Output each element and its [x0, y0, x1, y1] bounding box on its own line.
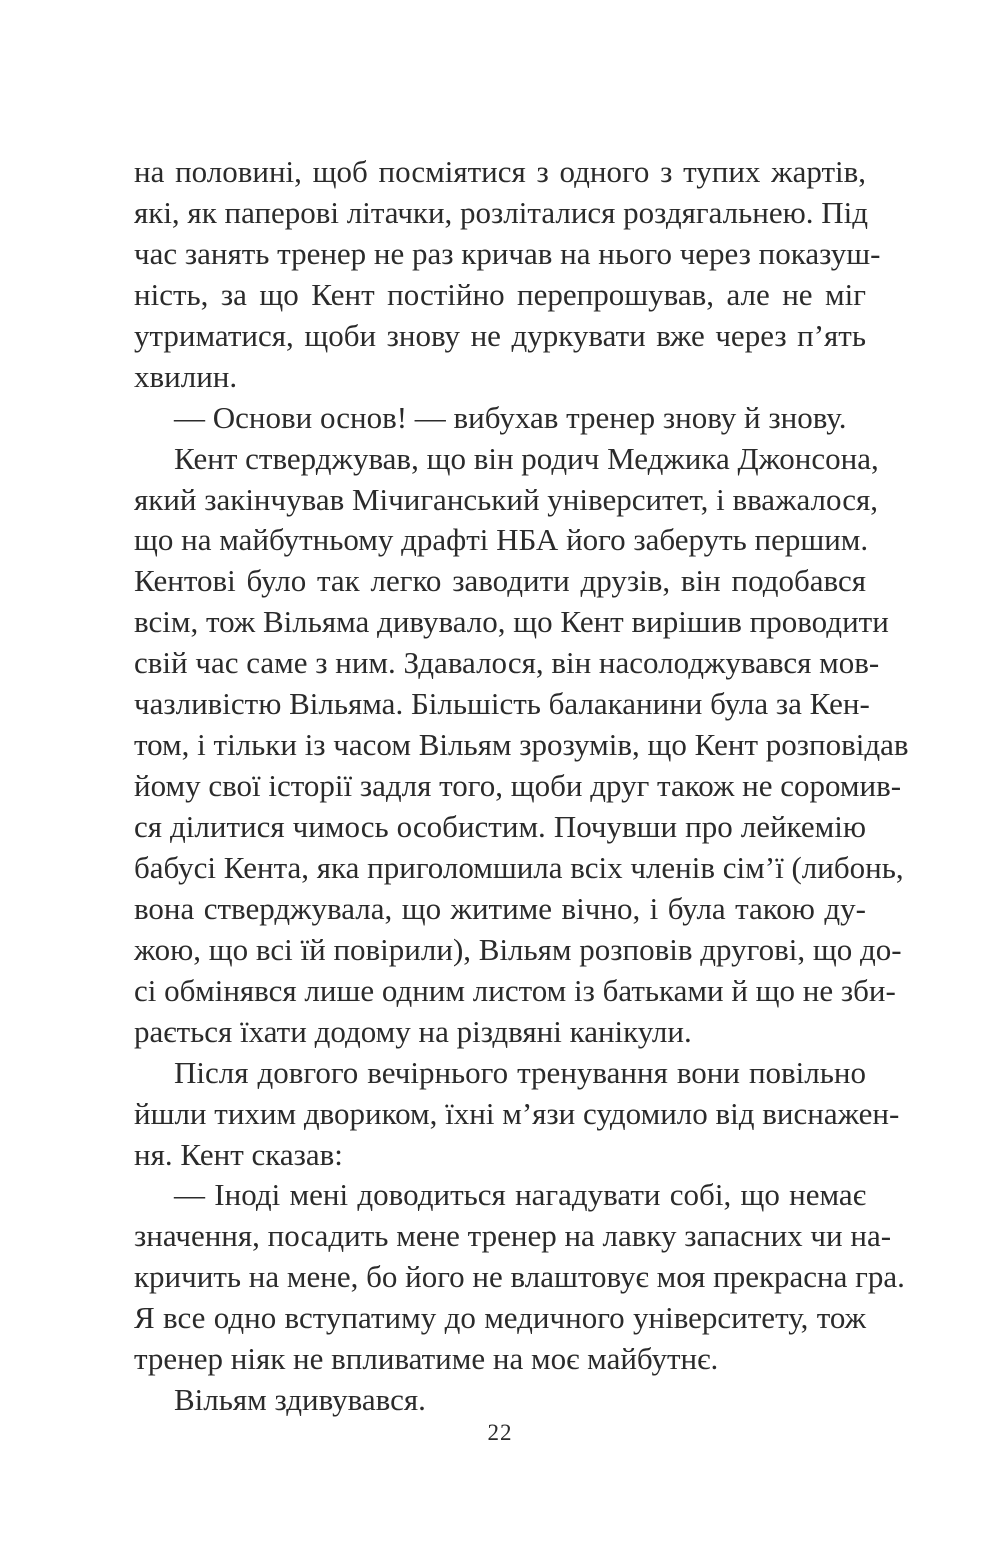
text-line: Я все одно вступатиму до медичного університету, тож — [134, 1300, 866, 1336]
text-line: том, і тільки із часом Вільям зрозумів, що Кент розповідав — [134, 727, 909, 763]
text-line: вона стверджувала, що житиме вічно, і була такою ду- — [134, 890, 866, 926]
text-line: ся ділитися чимось особистим. Почувши про лейкемію — [134, 809, 866, 844]
text-line: які, як паперові літачки, розліталися роздягальнею. Під — [134, 194, 869, 230]
text-line: який закінчував Мічиганський університет, і вважалося, — [134, 481, 879, 517]
text-line: на половині, щоб посміятися з одного з тупих жартів, — [134, 154, 866, 189]
page-number: 22 — [487, 1420, 513, 1445]
text-line: ня. Кент сказав: — [134, 1136, 343, 1172]
text-line: — Іноді мені доводиться нагадувати собі, що немає — [174, 1177, 866, 1213]
body-text — [134, 152, 909, 1421]
text-line: жою, що всі їй повірили), Вільям розповів другові, що до- — [134, 931, 902, 967]
text-line: йому свої історії задля того, щоби друг також не соромив- — [134, 768, 902, 804]
text-line: тренер ніяк не впливатиме на моє майбутнє. — [134, 1341, 719, 1377]
text-line: утриматися, щоби знову не дуркувати вже через п’ять — [134, 317, 866, 353]
text-line: що на майбутньому драфті НБА його заберуть першим. — [134, 522, 869, 558]
text-line: Вільям здивувався. — [174, 1382, 426, 1418]
text-line: бабусі Кента, яка приголомшила всіх членів сім’ї (либонь, — [134, 849, 904, 885]
text-line: хвилин. — [134, 358, 238, 394]
text-line: чазливістю Вільяма. Більшість балаканини була за Кен- — [134, 686, 870, 722]
text-line: Кентові було так легко заводити друзів, він подобався — [134, 563, 866, 599]
text-line: час занять тренер не раз кричав на нього через показуш- — [134, 235, 881, 271]
text-line: сі обмінявся лише одним листом із батьками й що не зби- — [134, 972, 896, 1008]
text-line: — Основи основ! — вибухав тренер знову й знову. — [174, 399, 847, 435]
text-line: кричить на мене, бо його не влаштовує моя прекрасна гра. — [134, 1259, 905, 1295]
text-line: значення, посадить мене тренер на лавку запасних чи на- — [134, 1218, 892, 1254]
text-line: Після довгого вечірнього тренування вони повільно — [174, 1054, 866, 1090]
text-line: свій час саме з ним. Здавалося, він насолоджувався мов- — [134, 645, 880, 681]
text-line: рається їхати додому на різдвяні канікули. — [134, 1013, 692, 1049]
text-line: всім, тож Вільяма дивувало, що Кент вирішив проводити — [134, 604, 889, 640]
text-line: ність, за що Кент постійно перепрошував, але не міг — [134, 276, 866, 312]
text-line: Кент стверджував, що він родич Меджика Джонсона, — [174, 440, 879, 476]
text-line: йшли тихим двориком, їхні м’язи судомило від виснажен- — [134, 1095, 900, 1131]
